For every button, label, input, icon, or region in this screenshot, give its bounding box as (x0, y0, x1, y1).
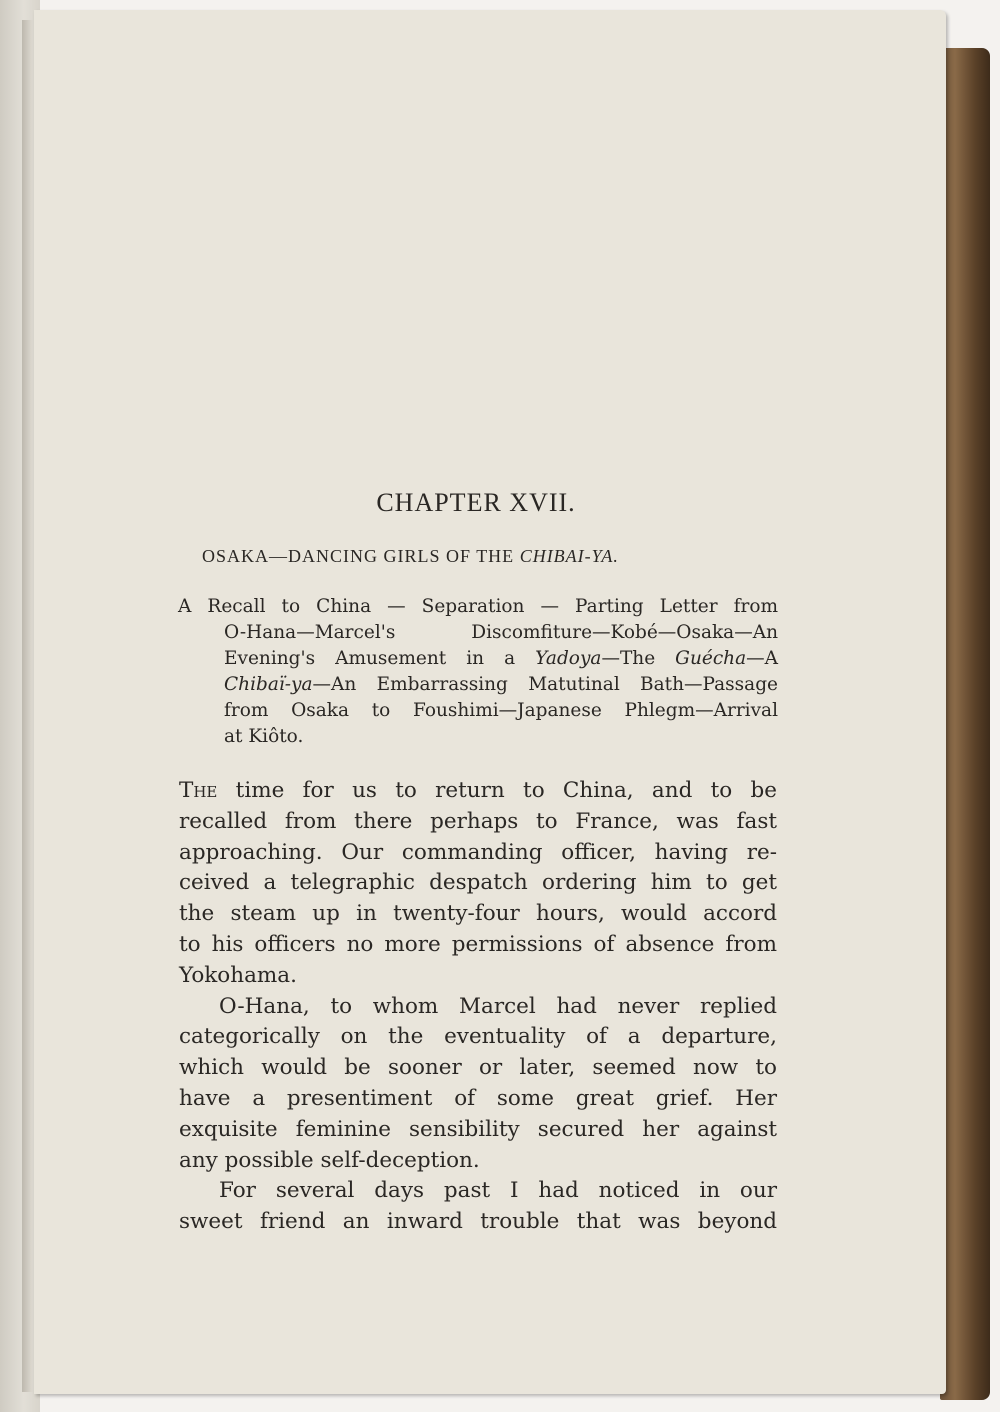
summary-text: Evening's Amusement in a (224, 648, 536, 669)
body-line: sweet friend an inward trouble that was beyond (179, 1209, 777, 1235)
summary-line (178, 646, 778, 672)
body-line: to his officers no more permissions of absence from (179, 931, 777, 957)
body-line: recalled from there perhaps to France, was fast (179, 808, 777, 834)
summary-text: —An Embarrassing Matutinal Bath—Passage (312, 674, 778, 695)
summary-line: at Kiôto. (224, 726, 304, 747)
body-line (179, 776, 777, 807)
chapter-subtitle (202, 546, 822, 567)
body-line: For several days past I had noticed in our (219, 1178, 777, 1204)
subtitle-italic: CHIBAI-YA. (519, 546, 619, 566)
summary-italic: Guécha (675, 648, 747, 669)
book-cover-edge (940, 48, 990, 1400)
summary-line (178, 672, 778, 698)
body-line: Yokohama. (179, 962, 297, 988)
summary-text: —A (746, 648, 778, 669)
body-line: exquisite feminine sensibility secured her against (179, 1116, 777, 1142)
chapter-summary (178, 594, 778, 750)
page-text (34, 10, 946, 1394)
body-line: categorically on the eventuality of a departure, (179, 1024, 777, 1050)
drop-word: The (179, 778, 218, 803)
body-text (179, 776, 777, 1238)
body-line: O-Hana, to whom Marcel had never replied (219, 993, 777, 1019)
body-line: the steam up in twenty-four hours, would accord (179, 901, 777, 927)
body-line: approaching. Our commanding officer, having re- (179, 839, 777, 865)
body-line: which would be sooner or later, seemed now to (179, 1055, 777, 1081)
summary-line: A Recall to China — Separation — Parting Letter from (178, 596, 778, 617)
summary-line: O-Hana—Marcel's Discomfiture—Kobé—Osaka—An (224, 622, 778, 643)
summary-line: from Osaka to Foushimi—Japanese Phlegm—Arrival (224, 700, 778, 721)
book-page (34, 10, 946, 1394)
body-line: have a presentiment of some great grief. Her (179, 1085, 777, 1111)
summary-italic: Chibaï-ya (224, 674, 313, 695)
body-line: ceived a telegraphic despatch ordering him to get (179, 870, 777, 896)
body-line-text: time for us to return to China, and to be (217, 778, 777, 803)
body-line: any possible self-deception. (179, 1147, 480, 1173)
subtitle-text: OSAKA—DANCING GIRLS OF THE (202, 546, 520, 566)
summary-text: —The (601, 648, 676, 669)
summary-italic: Yadoya (535, 648, 602, 669)
chapter-title: CHAPTER XVII. (376, 488, 576, 517)
